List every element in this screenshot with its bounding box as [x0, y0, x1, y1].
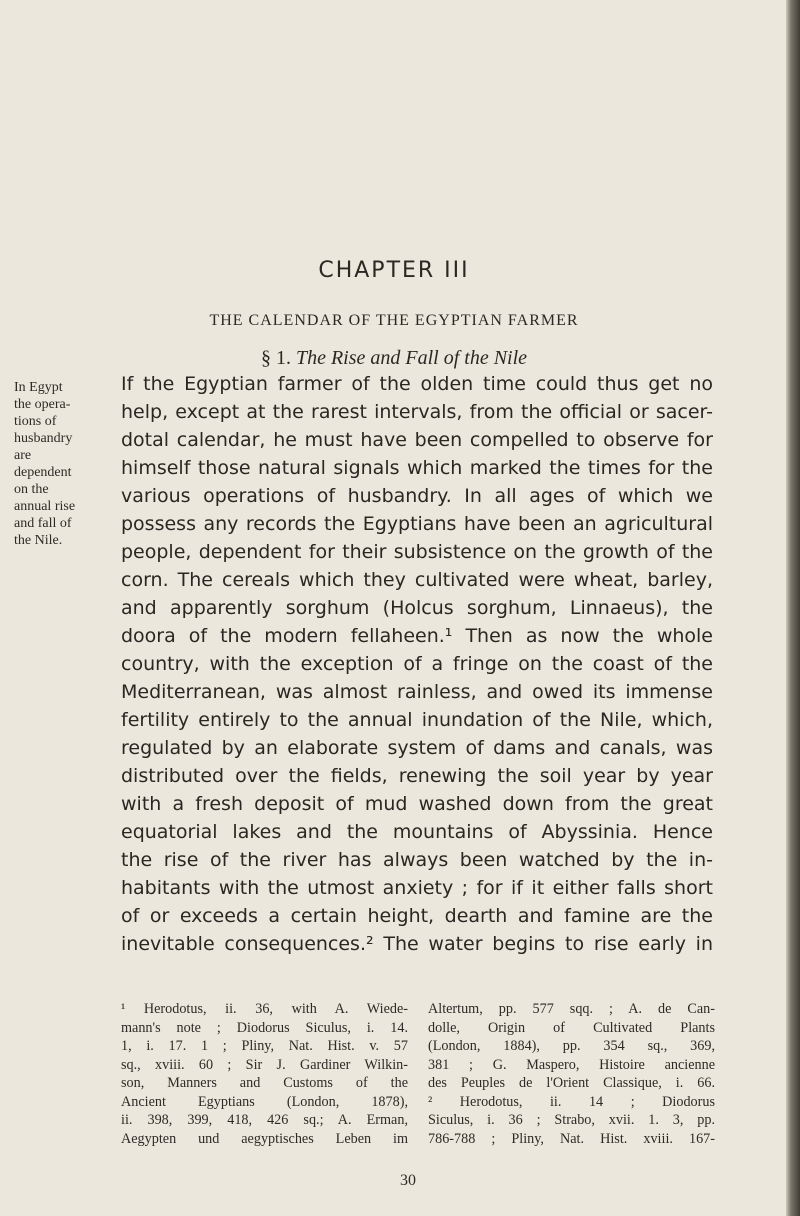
- footnote-line: son, Manners and Customs of the: [121, 1075, 408, 1091]
- body-line: equatorial lakes and the mountains of Abyssinia. Hence: [121, 821, 713, 843]
- body-line: regulated by an elaborate system of dams and canals, was: [121, 737, 713, 759]
- footnote-line: 381 ; G. Maspero, Histoire ancienne: [428, 1056, 715, 1073]
- margin-note-line: husbandry: [14, 431, 73, 446]
- footnotes-left-column: [121, 1000, 408, 1148]
- body-line: possess any records the Egyptians have been an agricultural: [121, 513, 713, 535]
- footnote-line: Ancient Egyptians (London, 1878),: [121, 1093, 408, 1110]
- body-line: inevitable consequences.² The water begins to rise early in: [121, 933, 713, 955]
- chapter-heading: CHAPTER III: [318, 258, 470, 283]
- footnote-line: mann's note ; Diodorus Siculus, i. 14.: [121, 1019, 408, 1036]
- footnote-line: des Peuples de l'Orient Classique, i. 66.: [428, 1075, 715, 1091]
- body-line: habitants with the utmost anxiety ; for if it either falls short: [121, 877, 713, 899]
- body-line: doora of the modern fellaheen.¹ Then as now the whole: [121, 625, 713, 647]
- body-line: help, except at the rarest intervals, from the official or sacer-: [121, 401, 713, 423]
- body-line: and apparently sorghum (Holcus sorghum, Linnaeus), the: [121, 597, 713, 619]
- margin-note-line: the Nile.: [14, 533, 63, 548]
- footnote-line: ii. 398, 399, 418, 426 sq.; A. Erman,: [121, 1112, 408, 1128]
- page-number: 30: [400, 1172, 416, 1189]
- body-line: Mediterranean, was almost rainless, and owed its immense: [121, 681, 713, 703]
- body-line: with a fresh deposit of mud washed down from the great: [121, 793, 713, 815]
- body-line: If the Egyptian farmer of the olden time could thus get no: [121, 373, 713, 395]
- body-line: corn. The cereals which they cultivated were wheat, barley,: [121, 569, 713, 591]
- footnote-line: Aegypten und aegyptisches Leben im: [121, 1130, 408, 1147]
- margin-note-line: tions of: [14, 414, 57, 429]
- body-line: of or exceeds a certain height, dearth and famine are the: [121, 905, 713, 927]
- footnote-line: ² Herodotus, ii. 14 ; Diodorus: [428, 1093, 715, 1110]
- footnote-line: 1, i. 17. 1 ; Pliny, Nat. Hist. v. 57: [121, 1038, 408, 1054]
- body-line: fertility entirely to the annual inundation of the Nile, which,: [121, 709, 713, 731]
- chapter-title: THE CALENDAR OF THE EGYPTIAN FARMER: [209, 312, 579, 329]
- margin-note: [14, 379, 114, 549]
- section-number: § 1.: [260, 347, 291, 369]
- margin-note-line: dependent: [14, 465, 72, 480]
- body-line: various operations of husbandry. In all ages of which we: [121, 485, 713, 507]
- footnote-line: (London, 1884), pp. 354 sq., 369,: [428, 1038, 715, 1054]
- margin-note-line: the opera-: [14, 397, 71, 412]
- footnote-line: Altertum, pp. 577 sqq. ; A. de Can-: [428, 1001, 715, 1017]
- body-line: himself those natural signals which marked the times for the: [121, 457, 713, 479]
- body-line: distributed over the fields, renewing the soil year by year: [121, 765, 713, 787]
- body-text: [121, 370, 713, 958]
- body-line: country, with the exception of a fringe on the coast of the: [121, 653, 713, 675]
- footnotes-right-column: [428, 1000, 715, 1148]
- margin-note-line: annual rise: [14, 499, 76, 514]
- footnote-line: ¹ Herodotus, ii. 36, with A. Wiede-: [121, 1001, 408, 1017]
- margin-note-line: and fall of: [14, 516, 72, 531]
- body-line: people, dependent for their subsistence on the growth of the: [121, 541, 713, 563]
- body-line: the rise of the river has always been watched by the in-: [121, 849, 713, 871]
- footnote-line: Siculus, i. 36 ; Strabo, xvii. 1. 3, pp.: [428, 1112, 715, 1128]
- margin-note-line: are: [14, 448, 32, 463]
- footnote-line: sq., xviii. 60 ; Sir J. Gardiner Wilkin-: [121, 1056, 408, 1073]
- footnote-line: 786-788 ; Pliny, Nat. Hist. xviii. 167-: [428, 1130, 715, 1147]
- section-title: The Rise and Fall of the Nile: [295, 347, 528, 369]
- body-line: dotal calendar, he must have been compelled to observe for: [121, 429, 713, 451]
- book-edge: [786, 0, 800, 1216]
- footnote-line: dolle, Origin of Cultivated Plants: [428, 1019, 715, 1036]
- margin-note-line: In Egypt: [14, 380, 63, 395]
- margin-note-line: on the: [14, 482, 49, 497]
- section-heading: [0, 347, 788, 370]
